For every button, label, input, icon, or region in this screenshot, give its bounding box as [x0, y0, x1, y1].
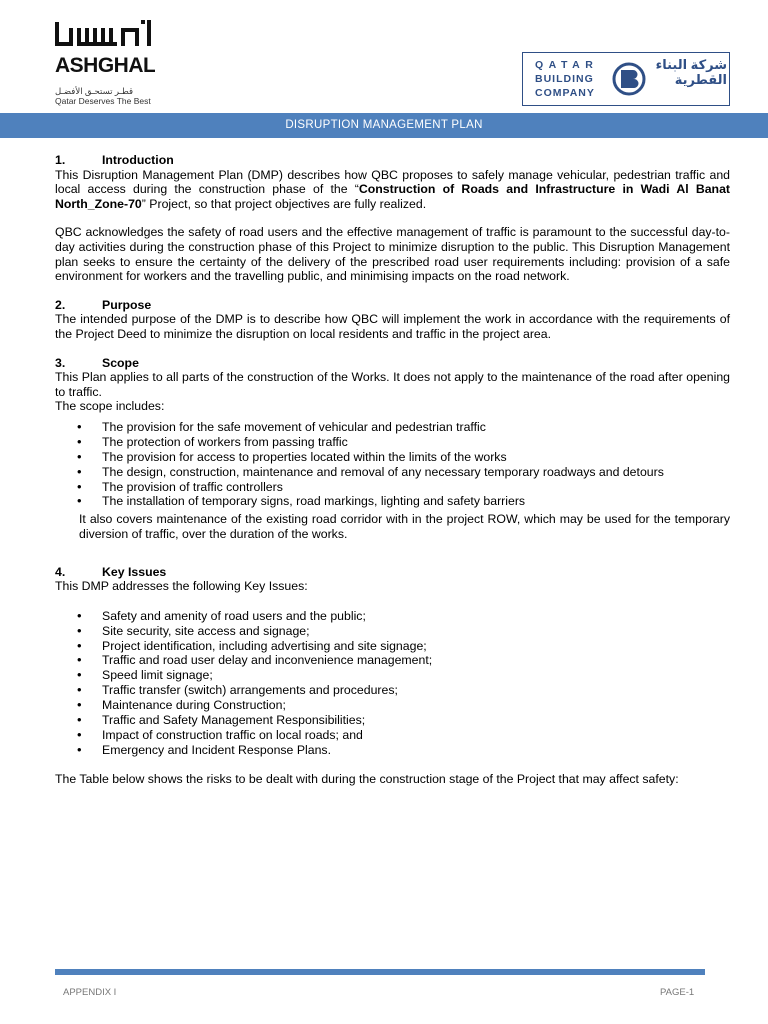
- qbc-logo: [522, 52, 730, 106]
- section-title: Introduction: [102, 153, 174, 167]
- list-item: • The provision for access to properties located within the limits of the works: [55, 450, 730, 465]
- list-item: • The provision of traffic controllers: [55, 480, 730, 495]
- ashghal-wordmark: ASHGHAL: [55, 54, 155, 77]
- list-item: • Traffic and road user delay and inconvenience management;: [55, 653, 730, 668]
- paragraph: This DMP addresses the following Key Issues:: [55, 579, 308, 594]
- list-item: • Impact of construction traffic on local roads; and: [55, 728, 730, 743]
- list-item: • The protection of workers from passing traffic: [55, 435, 730, 450]
- qbc-line3: COMPANY: [535, 87, 595, 99]
- section-title: Purpose: [102, 297, 152, 312]
- paragraph: QBC acknowledges the safety of road users and the effective management of traffic is paramount to the successful day-to-day activities during the construction phase of this Project to minimize disruption to the public. This Disruption Management plan seeks to ensure the certainty of the delivery of the prescribed road user requirements including: provision of a safe environment for workers and the travelling public, and minimising impacts on the road network.: [55, 225, 730, 284]
- paragraph: The intended purpose of the DMP is to describe how QBC will implement the work in accordance with the requirements of the Project Deed to minimize the disruption on local residents and traffic in the project area.: [55, 312, 730, 341]
- paragraph: The Table below shows the risks to be dealt with during the construction stage of the Project that may affect safety:: [55, 771, 679, 786]
- list-item: • The installation of temporary signs, road markings, lighting and safety barriers: [55, 494, 730, 509]
- ashghal-tagline-english: Qatar Deserves The Best: [55, 96, 151, 106]
- list-item: • Safety and amenity of road users and the public;: [55, 609, 730, 624]
- section-title: Key Issues: [102, 564, 167, 579]
- list-item: • Speed limit signage;: [55, 668, 730, 683]
- section-heading-introduction: [55, 153, 730, 168]
- paragraph: It also covers maintenance of the existing road corridor with in the project ROW, which may be used for the temporary diversion of traffic, over the duration of the works.: [79, 512, 730, 541]
- document-title: DISRUPTION MANAGEMENT PLAN: [285, 119, 483, 131]
- list-item: • Maintenance during Construction;: [55, 698, 730, 713]
- list-item: • Site security, site access and signage;: [55, 624, 730, 639]
- list-item: • The provision for the safe movement of vehicular and pedestrian traffic: [55, 420, 730, 435]
- section-title: Scope: [102, 355, 139, 370]
- ashghal-tagline-arabic: قطـر تستحـق الأفضـل: [55, 86, 134, 96]
- list-item: • Traffic transfer (switch) arrangements and procedures;: [55, 683, 730, 698]
- paragraph: The scope includes:: [55, 399, 165, 414]
- footer-page-number: PAGE-1: [660, 987, 695, 998]
- section-number: 2.: [55, 297, 66, 312]
- text-run: ” Project, so that project objectives are fully realized.: [141, 196, 427, 211]
- qbc-arabic-name: شركة البناء القطرية: [655, 57, 727, 87]
- section-number: 4.: [55, 564, 66, 579]
- key-issues-list: [55, 609, 730, 758]
- list-item: • Emergency and Incident Response Plans.: [55, 743, 730, 758]
- list-item: • Project identification, including advertising and site signage;: [55, 639, 730, 654]
- project-name: Construction of Roads and Infrastructure in Wadi Al Banat North_Zone-70: [55, 182, 731, 211]
- paragraph: This Plan applies to all parts of the construction of the Works. It does not apply to the maintenance of the road after opening to traffic.: [55, 370, 730, 399]
- section-heading-purpose: [55, 298, 730, 313]
- qbc-line2: BUILDING: [535, 73, 594, 85]
- list-item: • The design, construction, maintenance and removal of any necessary temporary roadways and detours: [55, 465, 730, 480]
- footer-appendix-label: APPENDIX I: [63, 987, 117, 998]
- list-item: • Traffic and Safety Management Responsibilities;: [55, 713, 730, 728]
- scope-list: [55, 420, 730, 509]
- section-heading-scope: [55, 356, 730, 371]
- section-number: 3.: [55, 355, 66, 370]
- text-run: This Disruption Management Plan (DMP) describes how QBC proposes to safely manage vehicular, pedestrian traffic and local access during the construction phase of the “: [55, 167, 730, 197]
- document-body: [55, 153, 730, 786]
- section-number: 1.: [55, 153, 66, 167]
- qbc-emblem-icon: [612, 62, 646, 96]
- qbc-line1: QATAR: [535, 59, 599, 71]
- footer-rule: [55, 969, 705, 975]
- paragraph: [55, 168, 730, 212]
- section-heading-key-issues: [55, 565, 730, 580]
- document-title-bar: [0, 113, 768, 138]
